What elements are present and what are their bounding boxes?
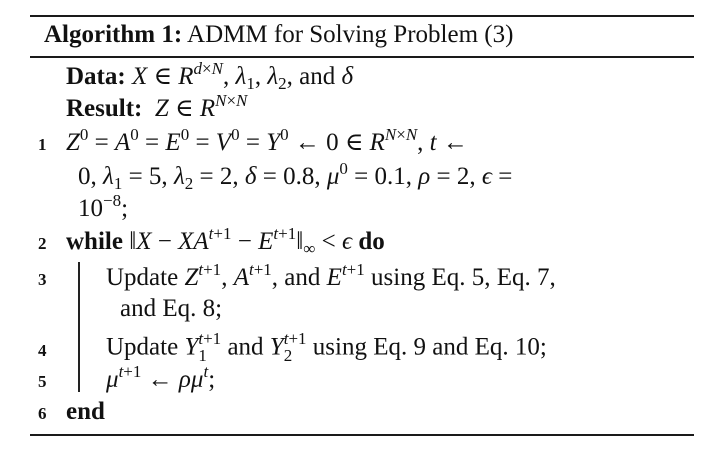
- do-keyword: do: [358, 228, 385, 255]
- top-rule: [30, 15, 694, 17]
- line-3-row-2: and Eq. 8;: [120, 295, 223, 322]
- line-1-row-2: 0, $\lambda_1 = 5$, $\lambda_2 = 2$, δ = 0.8, $\mu^0 = 0.1$, ρ = 2, ϵ =: [78, 159, 513, 193]
- line-2: while ‖X − $XA^{t+1}$ − $E^{t+1}‖_\infty < \epsilon$ do: [66, 224, 385, 258]
- algorithm-caption: [44, 20, 513, 50]
- data-line: Data: X ∈ $R^{d\times N}$, $\lambda_1$, $\lambda_2$, and δ: [66, 59, 354, 93]
- line-number-5: 5: [38, 372, 47, 391]
- line-1-row-1: $Z^0 = A^0 = E^0 = V^0 = Y^0$ ← 0 ∈ $R^{N\times N}$, t ←: [66, 125, 468, 156]
- caption-label: Algorithm 1:: [44, 21, 183, 48]
- caption-rule: [30, 56, 694, 58]
- caption-title: ADMM for Solving Problem (3): [187, 21, 514, 48]
- line-number-2: 2: [38, 234, 47, 253]
- line-number-1: 1: [38, 135, 47, 154]
- line-number-4: 4: [38, 341, 47, 360]
- end-keyword: end: [66, 398, 105, 425]
- line-1-row-3: $10^{-8}$;: [78, 191, 129, 222]
- line-number-6: 6: [38, 404, 47, 423]
- loop-body-bar: [78, 262, 80, 392]
- line-number-3: 3: [38, 270, 47, 289]
- line-4: Update Y t+1 1 and Y t+1 2 using Eq. 9 and Eq. 10;: [106, 329, 547, 365]
- line-3-row-1: Update $Z^{t+1}$, $A^{t+1}$, and $E^{t+1}$ using Eq. 5, Eq. 7,: [106, 260, 556, 291]
- bottom-rule: [30, 434, 694, 436]
- data-label: Data:: [66, 63, 126, 90]
- line-6: [66, 397, 105, 427]
- result-line: Result: Z ∈ $R^{N\times N}$: [66, 91, 248, 122]
- while-keyword: while: [66, 228, 123, 255]
- line-5: $\mu^{t+1}$ ← $\rho\mu^t$;: [106, 362, 216, 393]
- result-label: Result:: [66, 95, 143, 122]
